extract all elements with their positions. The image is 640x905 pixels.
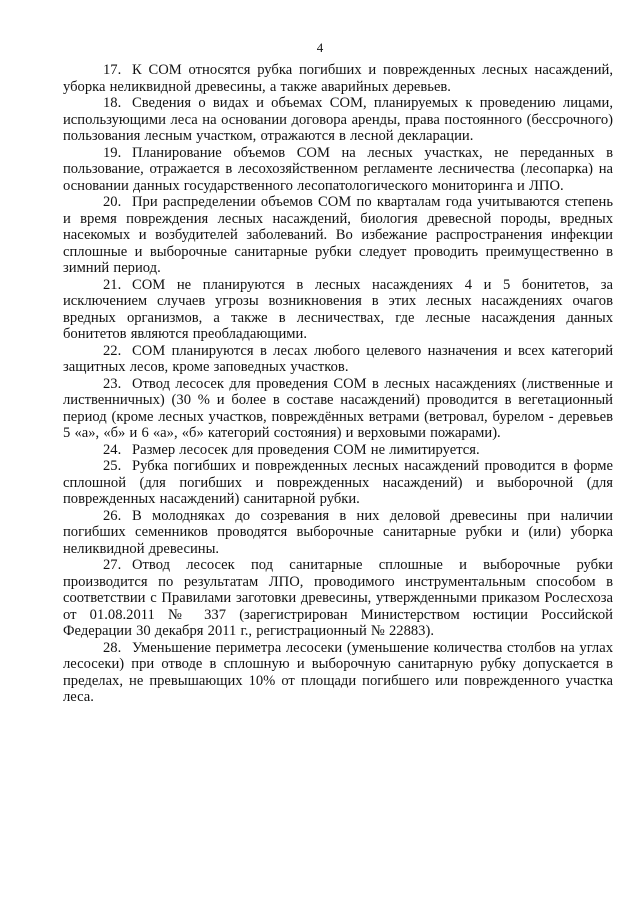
paragraph-24: [63, 442, 613, 459]
paragraph-text: СОМ не планируются в лесных насаждениях 4 и 5 бонитетов, за исключением случаев угрозы возникновения в этих лесных насаждениях очагов вредных организмов, а также в лесничествах, где лесные насаждения данных бонитетов являются преобладающими.: [63, 276, 613, 342]
page-number: 4: [316, 40, 324, 55]
paragraph-text: Сведения о видах и объемах СОМ, планируемых к проведению лицами, использующими леса на основании договора аренды, права постоянного (бессрочного) пользования лесным участком, отражаются в лесной декларации.: [63, 95, 613, 144]
paragraph-21: [63, 277, 613, 343]
paragraph-number: 26.: [103, 507, 122, 524]
paragraph-number: 19.: [103, 144, 122, 161]
paragraph-26: [63, 508, 613, 558]
paragraph-23: [63, 376, 613, 442]
paragraph-number: 22.: [103, 342, 122, 359]
paragraph-text: Размер лесосек для проведения СОМ не лимитируется.: [132, 441, 480, 458]
paragraph-text: Рубка погибших и поврежденных лесных насаждений проводится в форме сплошной (для погибших и поврежденных насаждений) и выборочной (для поврежденных насаждений) санитарной рубки.: [63, 458, 613, 507]
paragraph-18: [63, 95, 613, 145]
paragraph-number: 23.: [103, 375, 122, 392]
paragraph-19: [63, 145, 613, 195]
paragraph-number: 18.: [103, 95, 122, 111]
paragraph-text: К СОМ относятся рубка погибших и поврежденных лесных насаждений, уборка неликвидной древесины, а также аварийных деревьев.: [63, 62, 613, 95]
paragraph-text: Планирование объемов СОМ на лесных участках, не переданных в пользование, отражается в лесохозяйственном регламенте лесничества (лесопарка) на основании данных государственного лесопатологического мониторинга и ЛПО.: [63, 144, 613, 194]
paragraph-text: Уменьшение периметра лесосеки (уменьшение количества столбов на углах лесосеки) при отводе в сплошную и выборочную санитарную рубку допускается в пределах, не превышающих 10% от площади погибшего или поврежденного участка леса.: [63, 639, 613, 705]
paragraph-text: В молодняках до созревания в них деловой древесины при наличии погибших семенников проводятся выборочные санитарные рубки и (или) уборка неликвидной древесины.: [63, 507, 613, 557]
paragraph-text: Отвод лесосек под санитарные сплошные и выборочные рубки производится по результатам ЛПО, проводимого инструментальным способом в соответствии с Правилами заготовки древесины, утвержденными приказом Рослесхоза от 01.08.2011 № 337 (зарегистрирован Министерством юстиции Российской Федерации 30 декабря 2011 г., регистрационный № 22883).: [63, 557, 613, 639]
paragraph-text: Отвод лесосек для проведения СОМ в лесных насаждениях (лиственные и лиственничных) (30 % и более в составе насаждений) проводится в вегетационный период (кроме лесных участков, повреждённых ветрами (ветровал, бурелом - деревьев 5 «а», «б» и 6 «а», «б» категорий состояния) и верховыми пожарами).: [63, 375, 613, 441]
paragraph-17: [63, 62, 613, 95]
paragraph-number: 24.: [103, 441, 122, 458]
paragraph-text: При распределении объемов СОМ по кварталам года учитываются степень и время повреждения лесных насаждений, биология древесной породы, вредных насекомых и возбудителей заболеваний. Во избежание распространения инфекции сплошные и выборочные санитарные рубки следует проводить преимущественно в зимний период.: [63, 194, 613, 276]
paragraph-28: [63, 640, 613, 706]
paragraph-22: [63, 343, 613, 376]
paragraph-27: [63, 557, 613, 640]
paragraph-number: 28.: [103, 639, 122, 656]
document-body: [63, 62, 613, 706]
paragraph-number: 27.: [103, 557, 122, 573]
paragraph-25: [63, 458, 613, 508]
paragraph-number: 17.: [103, 62, 122, 78]
paragraph-number: 20.: [103, 194, 122, 210]
paragraph-number: 25.: [103, 458, 122, 474]
paragraph-20: [63, 194, 613, 277]
paragraph-text: СОМ планируются в лесах любого целевого назначения и всех категорий защитных лесов, кроме заповедных участков.: [63, 342, 613, 375]
paragraph-number: 21.: [103, 276, 122, 293]
